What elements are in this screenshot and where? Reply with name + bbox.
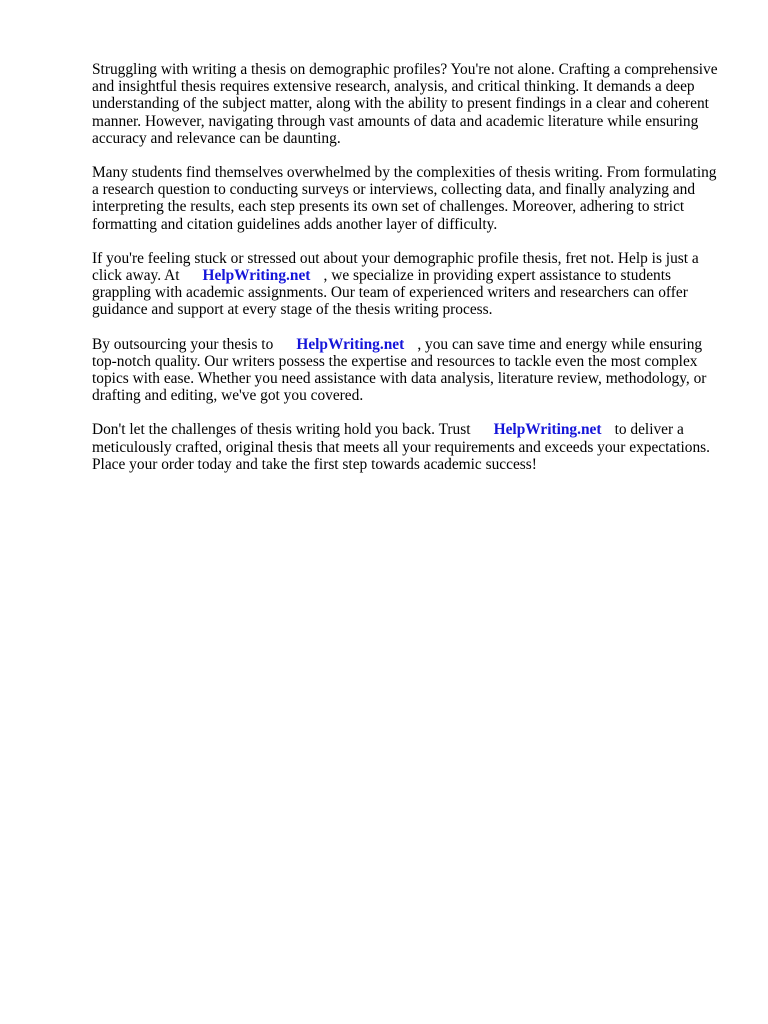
paragraph-intro-text: Struggling with writing a thesis on demographic profiles? You're not alone. Crafting a comprehensive and insightful thesis requires extensive research, analysis, and critical thinking. It demands a deep understanding of the subject matter, along with the ability to present findings in a clear and coherent manner. However, navigating through vast amounts of data and academic literature while ensuring accuracy and relevance can be daunting. <box>92 61 718 147</box>
paragraph-help <box>92 250 722 319</box>
document-body <box>92 61 722 490</box>
paragraph-outsourcing-text-before: By outsourcing your thesis to <box>92 335 274 353</box>
paragraph-call-to-action <box>92 421 722 473</box>
paragraph-challenges-text: Many students find themselves overwhelmed by the complexities of thesis writing. From formulating a research question to conducting surveys or interviews, collecting data, and finally analyzing and interpreting the results, each step presents its own set of challenges. Moreover, adhering to strict formatting and citation guidelines adds another layer of difficulty. <box>92 164 717 233</box>
paragraph-outsourcing <box>92 336 722 405</box>
helpwriting-link[interactable]: HelpWriting.net <box>202 267 311 285</box>
helpwriting-link[interactable]: HelpWriting.net <box>493 421 602 439</box>
paragraph-challenges <box>92 164 722 233</box>
paragraph-intro <box>92 61 722 147</box>
paragraph-outsourcing-text-after: , you can save time and energy while ensuring top-notch quality. Our writers possess the expertise and resources to tackle even the most complex topics with ease. Whether you need assistance with data analysis, literature review, methodology, or drafting and editing, we've got you covered. <box>92 335 707 405</box>
helpwriting-link[interactable]: HelpWriting.net <box>296 335 405 353</box>
paragraph-call-to-action-text-after: to deliver a meticulously crafted, original thesis that meets all your requirements and exceeds your expectations. Place your order today and take the first step towards academic success! <box>92 421 710 473</box>
paragraph-help-text-before: If you're feeling stuck or stressed out about your demographic profile thesis, fret not. Help is just a click away. At <box>92 249 699 285</box>
paragraph-call-to-action-text-before: Don't let the challenges of thesis writing hold you back. Trust <box>92 421 471 439</box>
paragraph-help-text-after: , we specialize in providing expert assistance to students grappling with academic assignments. Our team of experienced writers and researchers can offer guidance and support at every stage of the thesis writing process. <box>92 267 688 319</box>
